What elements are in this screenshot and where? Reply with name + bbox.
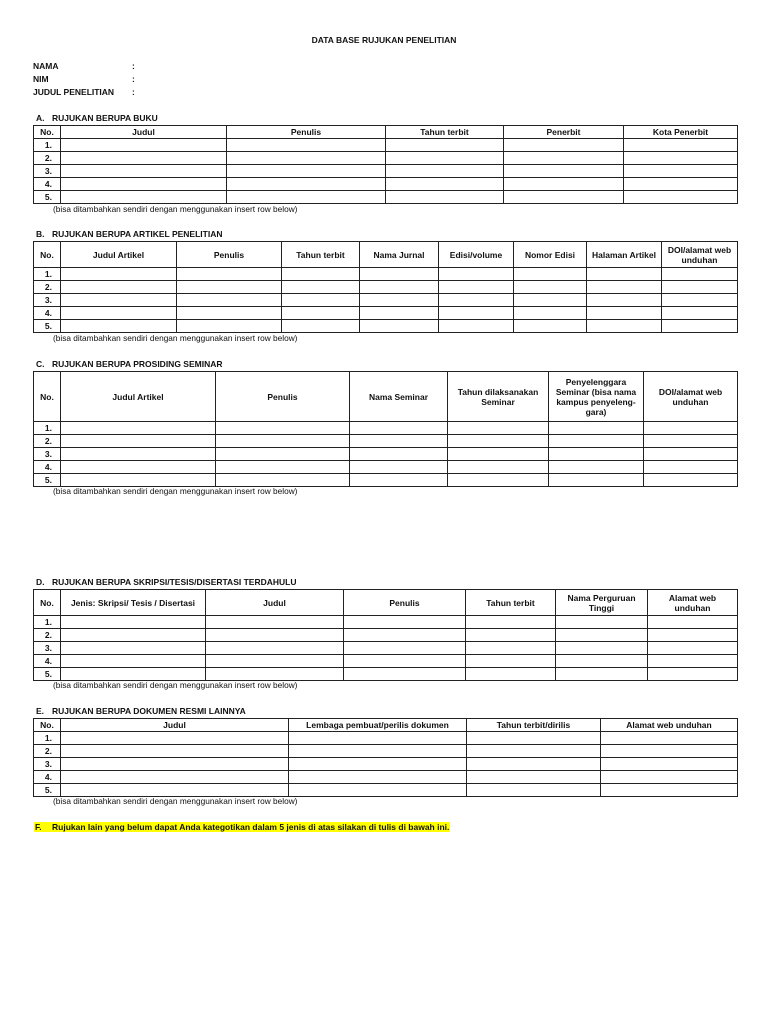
table-cell[interactable] xyxy=(514,294,587,307)
table-cell[interactable] xyxy=(556,642,648,655)
note-section-b: (bisa ditambahkan sendiri dengan menggunakan insert row below) xyxy=(53,333,298,343)
row-number: 4. xyxy=(34,655,61,668)
table-cell[interactable] xyxy=(448,422,549,435)
table-row xyxy=(34,307,738,320)
table-cell[interactable] xyxy=(216,461,350,474)
header-no: No. xyxy=(34,590,61,616)
table-row xyxy=(34,152,738,165)
header-nama-seminar: Nama Seminar xyxy=(350,372,448,422)
table-cell[interactable] xyxy=(61,642,206,655)
table-cell[interactable] xyxy=(289,758,467,771)
row-number: 4. xyxy=(34,461,61,474)
table-cell[interactable] xyxy=(648,655,738,668)
table-cell[interactable] xyxy=(289,732,467,745)
table-cell[interactable] xyxy=(504,191,624,204)
table-cell[interactable] xyxy=(467,758,601,771)
table-cell[interactable] xyxy=(206,642,344,655)
section-f-label: Rujukan lain yang belum dapat Anda kategotikan dalam 5 jenis di atas silakan di tulis di bawah ini. xyxy=(52,822,450,832)
header-no: No. xyxy=(34,242,61,268)
table-cell[interactable] xyxy=(556,668,648,681)
meta-label-nama: NAMA xyxy=(33,61,59,71)
table-row xyxy=(34,294,738,307)
section-a-title xyxy=(36,113,158,123)
section-b-letter: B. xyxy=(36,229,45,239)
table-cell[interactable] xyxy=(61,629,206,642)
table-cell[interactable] xyxy=(601,732,738,745)
note-section-d: (bisa ditambahkan sendiri dengan menggunakan insert row below) xyxy=(53,680,298,690)
table-header-row xyxy=(34,719,738,732)
table-cell[interactable] xyxy=(439,281,514,294)
table-cell[interactable] xyxy=(61,191,227,204)
table-cell[interactable] xyxy=(514,281,587,294)
header-tahun-terbit-dirilis: Tahun terbit/dirilis xyxy=(467,719,601,732)
row-number: 1. xyxy=(34,139,61,152)
table-row xyxy=(34,268,738,281)
row-number: 3. xyxy=(34,448,61,461)
table-cell[interactable] xyxy=(448,461,549,474)
table-cell[interactable] xyxy=(360,307,439,320)
table-cell[interactable] xyxy=(587,294,662,307)
table-cell[interactable] xyxy=(282,268,360,281)
table-cell[interactable] xyxy=(549,422,644,435)
table-cell[interactable] xyxy=(177,268,282,281)
table-cell[interactable] xyxy=(504,165,624,178)
table-cell[interactable] xyxy=(439,320,514,333)
section-c-title xyxy=(36,359,223,369)
meta-value-judul[interactable]: : xyxy=(132,87,135,97)
meta-judul-penelitian xyxy=(33,87,135,97)
meta-label-nim: NIM xyxy=(33,74,49,84)
table-cell[interactable] xyxy=(61,152,227,165)
table-cell[interactable] xyxy=(61,435,216,448)
table-cell[interactable] xyxy=(601,771,738,784)
table-cell[interactable] xyxy=(644,422,738,435)
header-penulis: Penulis xyxy=(177,242,282,268)
table-cell[interactable] xyxy=(350,474,448,487)
table-cell[interactable] xyxy=(177,307,282,320)
header-halaman-artikel: Halaman Artikel xyxy=(587,242,662,268)
table-cell[interactable] xyxy=(177,294,282,307)
table-cell[interactable] xyxy=(216,448,350,461)
table-cell[interactable] xyxy=(216,435,350,448)
table-cell[interactable] xyxy=(601,758,738,771)
row-number: 2. xyxy=(34,435,61,448)
section-f-letter: F. xyxy=(35,822,42,832)
section-a-letter: A. xyxy=(36,113,45,123)
table-cell[interactable] xyxy=(61,784,289,797)
header-penulis: Penulis xyxy=(227,126,386,139)
table-row xyxy=(34,771,738,784)
table-cell[interactable] xyxy=(61,178,227,191)
table-cell[interactable] xyxy=(644,448,738,461)
table-cell[interactable] xyxy=(206,668,344,681)
section-b-title xyxy=(36,229,222,239)
section-d-letter: D. xyxy=(36,577,45,587)
header-judul-artikel: Judul Artikel xyxy=(61,372,216,422)
table-cell[interactable] xyxy=(448,448,549,461)
table-cell[interactable] xyxy=(514,320,587,333)
row-number: 5. xyxy=(34,320,61,333)
table-cell[interactable] xyxy=(514,307,587,320)
table-cell[interactable] xyxy=(648,642,738,655)
row-number: 1. xyxy=(34,732,61,745)
table-cell[interactable] xyxy=(624,165,738,178)
table-row xyxy=(34,178,738,191)
table-row xyxy=(34,784,738,797)
table-cell[interactable] xyxy=(350,422,448,435)
table-cell[interactable] xyxy=(662,307,738,320)
row-number: 2. xyxy=(34,745,61,758)
table-cell[interactable] xyxy=(386,152,504,165)
table-cell[interactable] xyxy=(61,320,177,333)
section-d-title xyxy=(36,577,296,587)
header-judul-artikel: Judul Artikel xyxy=(61,242,177,268)
row-number: 4. xyxy=(34,307,61,320)
row-number: 1. xyxy=(34,616,61,629)
table-cell[interactable] xyxy=(360,281,439,294)
header-judul: Judul xyxy=(61,719,289,732)
header-tahun-dilaksanakan: Tahun dilaksanakan Seminar xyxy=(448,372,549,422)
table-cell[interactable] xyxy=(61,732,289,745)
header-doi-alamat-web: DOI/alamat web unduhan xyxy=(644,372,738,422)
table-row xyxy=(34,629,738,642)
table-cell[interactable] xyxy=(644,474,738,487)
meta-value-nim[interactable]: : xyxy=(132,74,135,84)
note-section-a: (bisa ditambahkan sendiri dengan menggunakan insert row below) xyxy=(53,204,298,214)
table-row xyxy=(34,758,738,771)
table-cell[interactable] xyxy=(386,165,504,178)
table-row xyxy=(34,165,738,178)
table-cell[interactable] xyxy=(206,629,344,642)
table-cell[interactable] xyxy=(467,745,601,758)
table-cell[interactable] xyxy=(549,435,644,448)
table-cell[interactable] xyxy=(644,461,738,474)
table-cell[interactable] xyxy=(282,281,360,294)
table-row xyxy=(34,745,738,758)
table-cell[interactable] xyxy=(624,178,738,191)
table-cell[interactable] xyxy=(282,294,360,307)
table-cell[interactable] xyxy=(624,152,738,165)
section-e-letter: E. xyxy=(36,706,45,716)
table-cell[interactable] xyxy=(289,784,467,797)
row-number: 3. xyxy=(34,642,61,655)
table-cell[interactable] xyxy=(61,307,177,320)
table-cell[interactable] xyxy=(177,281,282,294)
table-cell[interactable] xyxy=(662,320,738,333)
section-e-title xyxy=(36,706,246,716)
table-cell[interactable] xyxy=(61,745,289,758)
table-cell[interactable] xyxy=(61,616,206,629)
table-row xyxy=(34,461,738,474)
table-cell[interactable] xyxy=(587,320,662,333)
table-cell[interactable] xyxy=(601,745,738,758)
table-cell[interactable] xyxy=(61,281,177,294)
table-row xyxy=(34,642,738,655)
row-number: 1. xyxy=(34,422,61,435)
table-cell[interactable] xyxy=(467,771,601,784)
table-cell[interactable] xyxy=(360,268,439,281)
table-row xyxy=(34,139,738,152)
row-number: 2. xyxy=(34,152,61,165)
section-c-letter: C. xyxy=(36,359,45,369)
table-cell[interactable] xyxy=(556,629,648,642)
section-b-label: RUJUKAN BERUPA ARTIKEL PENELITIAN xyxy=(52,229,223,239)
table-cell[interactable] xyxy=(350,435,448,448)
table-cell[interactable] xyxy=(549,474,644,487)
row-number: 4. xyxy=(34,178,61,191)
table-cell[interactable] xyxy=(61,474,216,487)
table-cell[interactable] xyxy=(344,616,466,629)
table-row xyxy=(34,616,738,629)
header-edisi-volume: Edisi/volume xyxy=(439,242,514,268)
table-cell[interactable] xyxy=(467,732,601,745)
table-cell[interactable] xyxy=(587,281,662,294)
row-number: 2. xyxy=(34,629,61,642)
table-cell[interactable] xyxy=(360,320,439,333)
table-cell[interactable] xyxy=(549,461,644,474)
table-cell[interactable] xyxy=(624,191,738,204)
table-cell[interactable] xyxy=(466,655,556,668)
table-cell[interactable] xyxy=(466,642,556,655)
section-f-highlight xyxy=(34,822,450,832)
header-no: No. xyxy=(34,126,61,139)
table-cell[interactable] xyxy=(439,307,514,320)
table-cell[interactable] xyxy=(648,616,738,629)
table-cell[interactable] xyxy=(514,268,587,281)
table-header-row xyxy=(34,590,738,616)
table-cell[interactable] xyxy=(504,139,624,152)
header-penulis: Penulis xyxy=(216,372,350,422)
meta-value-nama[interactable]: : xyxy=(132,61,135,71)
header-nomor-edisi: Nomor Edisi xyxy=(514,242,587,268)
table-cell[interactable] xyxy=(216,474,350,487)
table-cell[interactable] xyxy=(227,139,386,152)
row-number: 4. xyxy=(34,771,61,784)
header-tahun-terbit: Tahun terbit xyxy=(466,590,556,616)
row-number: 5. xyxy=(34,668,61,681)
header-tahun-terbit: Tahun terbit xyxy=(282,242,360,268)
row-number: 5. xyxy=(34,474,61,487)
table-cell[interactable] xyxy=(206,616,344,629)
table-dokumen-resmi xyxy=(33,718,738,797)
table-row xyxy=(34,422,738,435)
table-cell[interactable] xyxy=(344,629,466,642)
table-header-row xyxy=(34,126,738,139)
table-cell[interactable] xyxy=(61,294,177,307)
table-cell[interactable] xyxy=(344,642,466,655)
table-cell[interactable] xyxy=(549,448,644,461)
table-cell[interactable] xyxy=(61,758,289,771)
table-cell[interactable] xyxy=(177,320,282,333)
header-lembaga-pembuat: Lembaga pembuat/perilis dokumen xyxy=(289,719,467,732)
table-cell[interactable] xyxy=(289,771,467,784)
table-cell[interactable] xyxy=(386,178,504,191)
table-header-row xyxy=(34,242,738,268)
table-row xyxy=(34,435,738,448)
section-d-label: RUJUKAN BERUPA SKRIPSI/TESIS/DISERTASI TERDAHULU xyxy=(52,577,297,587)
section-a-label: RUJUKAN BERUPA BUKU xyxy=(52,113,158,123)
meta-label-judul: JUDUL PENELITIAN xyxy=(33,87,115,97)
row-number: 5. xyxy=(34,191,61,204)
table-cell[interactable] xyxy=(504,152,624,165)
table-cell[interactable] xyxy=(439,294,514,307)
table-cell[interactable] xyxy=(466,668,556,681)
table-cell[interactable] xyxy=(386,191,504,204)
table-cell[interactable] xyxy=(227,165,386,178)
header-no: No. xyxy=(34,719,61,732)
table-cell[interactable] xyxy=(350,461,448,474)
meta-nama xyxy=(33,61,135,71)
table-cell[interactable] xyxy=(344,668,466,681)
meta-nim xyxy=(33,74,135,84)
header-nama-jurnal: Nama Jurnal xyxy=(360,242,439,268)
row-number: 2. xyxy=(34,281,61,294)
document-title: DATA BASE RUJUKAN PENELITIAN xyxy=(311,35,457,45)
table-cell[interactable] xyxy=(61,422,216,435)
table-cell[interactable] xyxy=(556,616,648,629)
table-cell[interactable] xyxy=(624,139,738,152)
table-cell[interactable] xyxy=(282,320,360,333)
table-cell[interactable] xyxy=(648,668,738,681)
table-cell[interactable] xyxy=(662,294,738,307)
row-number: 3. xyxy=(34,758,61,771)
table-cell[interactable] xyxy=(61,448,216,461)
table-row xyxy=(34,191,738,204)
table-cell[interactable] xyxy=(587,307,662,320)
table-cell[interactable] xyxy=(504,178,624,191)
header-kota-penerbit: Kota Penerbit xyxy=(624,126,738,139)
table-cell[interactable] xyxy=(61,771,289,784)
table-cell[interactable] xyxy=(61,268,177,281)
header-no: No. xyxy=(34,372,61,422)
section-e-label: RUJUKAN BERUPA DOKUMEN RESMI LAINNYA xyxy=(52,706,246,716)
table-cell[interactable] xyxy=(61,165,227,178)
table-cell[interactable] xyxy=(61,139,227,152)
table-cell[interactable] xyxy=(360,294,439,307)
table-cell[interactable] xyxy=(227,178,386,191)
table-cell[interactable] xyxy=(289,745,467,758)
table-cell[interactable] xyxy=(206,655,344,668)
header-alamat-web: Alamat web unduhan xyxy=(648,590,738,616)
table-cell[interactable] xyxy=(466,629,556,642)
table-row xyxy=(34,655,738,668)
header-tahun-terbit: Tahun terbit xyxy=(386,126,504,139)
table-header-row xyxy=(34,372,738,422)
table-cell[interactable] xyxy=(61,461,216,474)
header-penyelenggara-seminar: Penyelenggara Seminar (bisa nama kampus penyelenggara) xyxy=(549,372,644,422)
row-number: 5. xyxy=(34,784,61,797)
table-row xyxy=(34,448,738,461)
table-cell[interactable] xyxy=(466,616,556,629)
table-skripsi xyxy=(33,589,738,681)
header-nama-perguruan-tinggi: Nama Perguruan Tinggi xyxy=(556,590,648,616)
table-row xyxy=(34,281,738,294)
header-penerbit: Penerbit xyxy=(504,126,624,139)
table-row xyxy=(34,668,738,681)
table-row xyxy=(34,320,738,333)
table-cell[interactable] xyxy=(448,435,549,448)
table-artikel xyxy=(33,241,738,333)
table-cell[interactable] xyxy=(601,784,738,797)
table-cell[interactable] xyxy=(282,307,360,320)
row-number: 1. xyxy=(34,268,61,281)
table-cell[interactable] xyxy=(448,474,549,487)
table-cell[interactable] xyxy=(216,422,350,435)
table-cell[interactable] xyxy=(467,784,601,797)
table-cell[interactable] xyxy=(61,655,206,668)
table-cell[interactable] xyxy=(556,655,648,668)
table-cell[interactable] xyxy=(344,655,466,668)
header-judul: Judul xyxy=(61,126,227,139)
table-row xyxy=(34,732,738,745)
table-cell[interactable] xyxy=(587,268,662,281)
row-number: 3. xyxy=(34,294,61,307)
table-cell[interactable] xyxy=(227,191,386,204)
table-cell[interactable] xyxy=(648,629,738,642)
table-cell[interactable] xyxy=(644,435,738,448)
table-cell[interactable] xyxy=(386,139,504,152)
header-alamat-web: Alamat web unduhan xyxy=(601,719,738,732)
section-c-label: RUJUKAN BERUPA PROSIDING SEMINAR xyxy=(52,359,223,369)
table-row xyxy=(34,474,738,487)
header-judul: Judul xyxy=(206,590,344,616)
table-cell[interactable] xyxy=(350,448,448,461)
note-section-e: (bisa ditambahkan sendiri dengan menggunakan insert row below) xyxy=(53,796,298,806)
table-cell[interactable] xyxy=(227,152,386,165)
header-jenis: Jenis: Skripsi/ Tesis / Disertasi xyxy=(61,590,206,616)
table-cell[interactable] xyxy=(662,268,738,281)
table-cell[interactable] xyxy=(439,268,514,281)
table-cell[interactable] xyxy=(61,668,206,681)
table-buku xyxy=(33,125,738,204)
row-number: 3. xyxy=(34,165,61,178)
table-prosiding xyxy=(33,371,738,487)
header-penulis: Penulis xyxy=(344,590,466,616)
note-section-c: (bisa ditambahkan sendiri dengan menggunakan insert row below) xyxy=(53,486,298,496)
header-doi-alamat-web: DOI/alamat web unduhan xyxy=(662,242,738,268)
table-cell[interactable] xyxy=(662,281,738,294)
